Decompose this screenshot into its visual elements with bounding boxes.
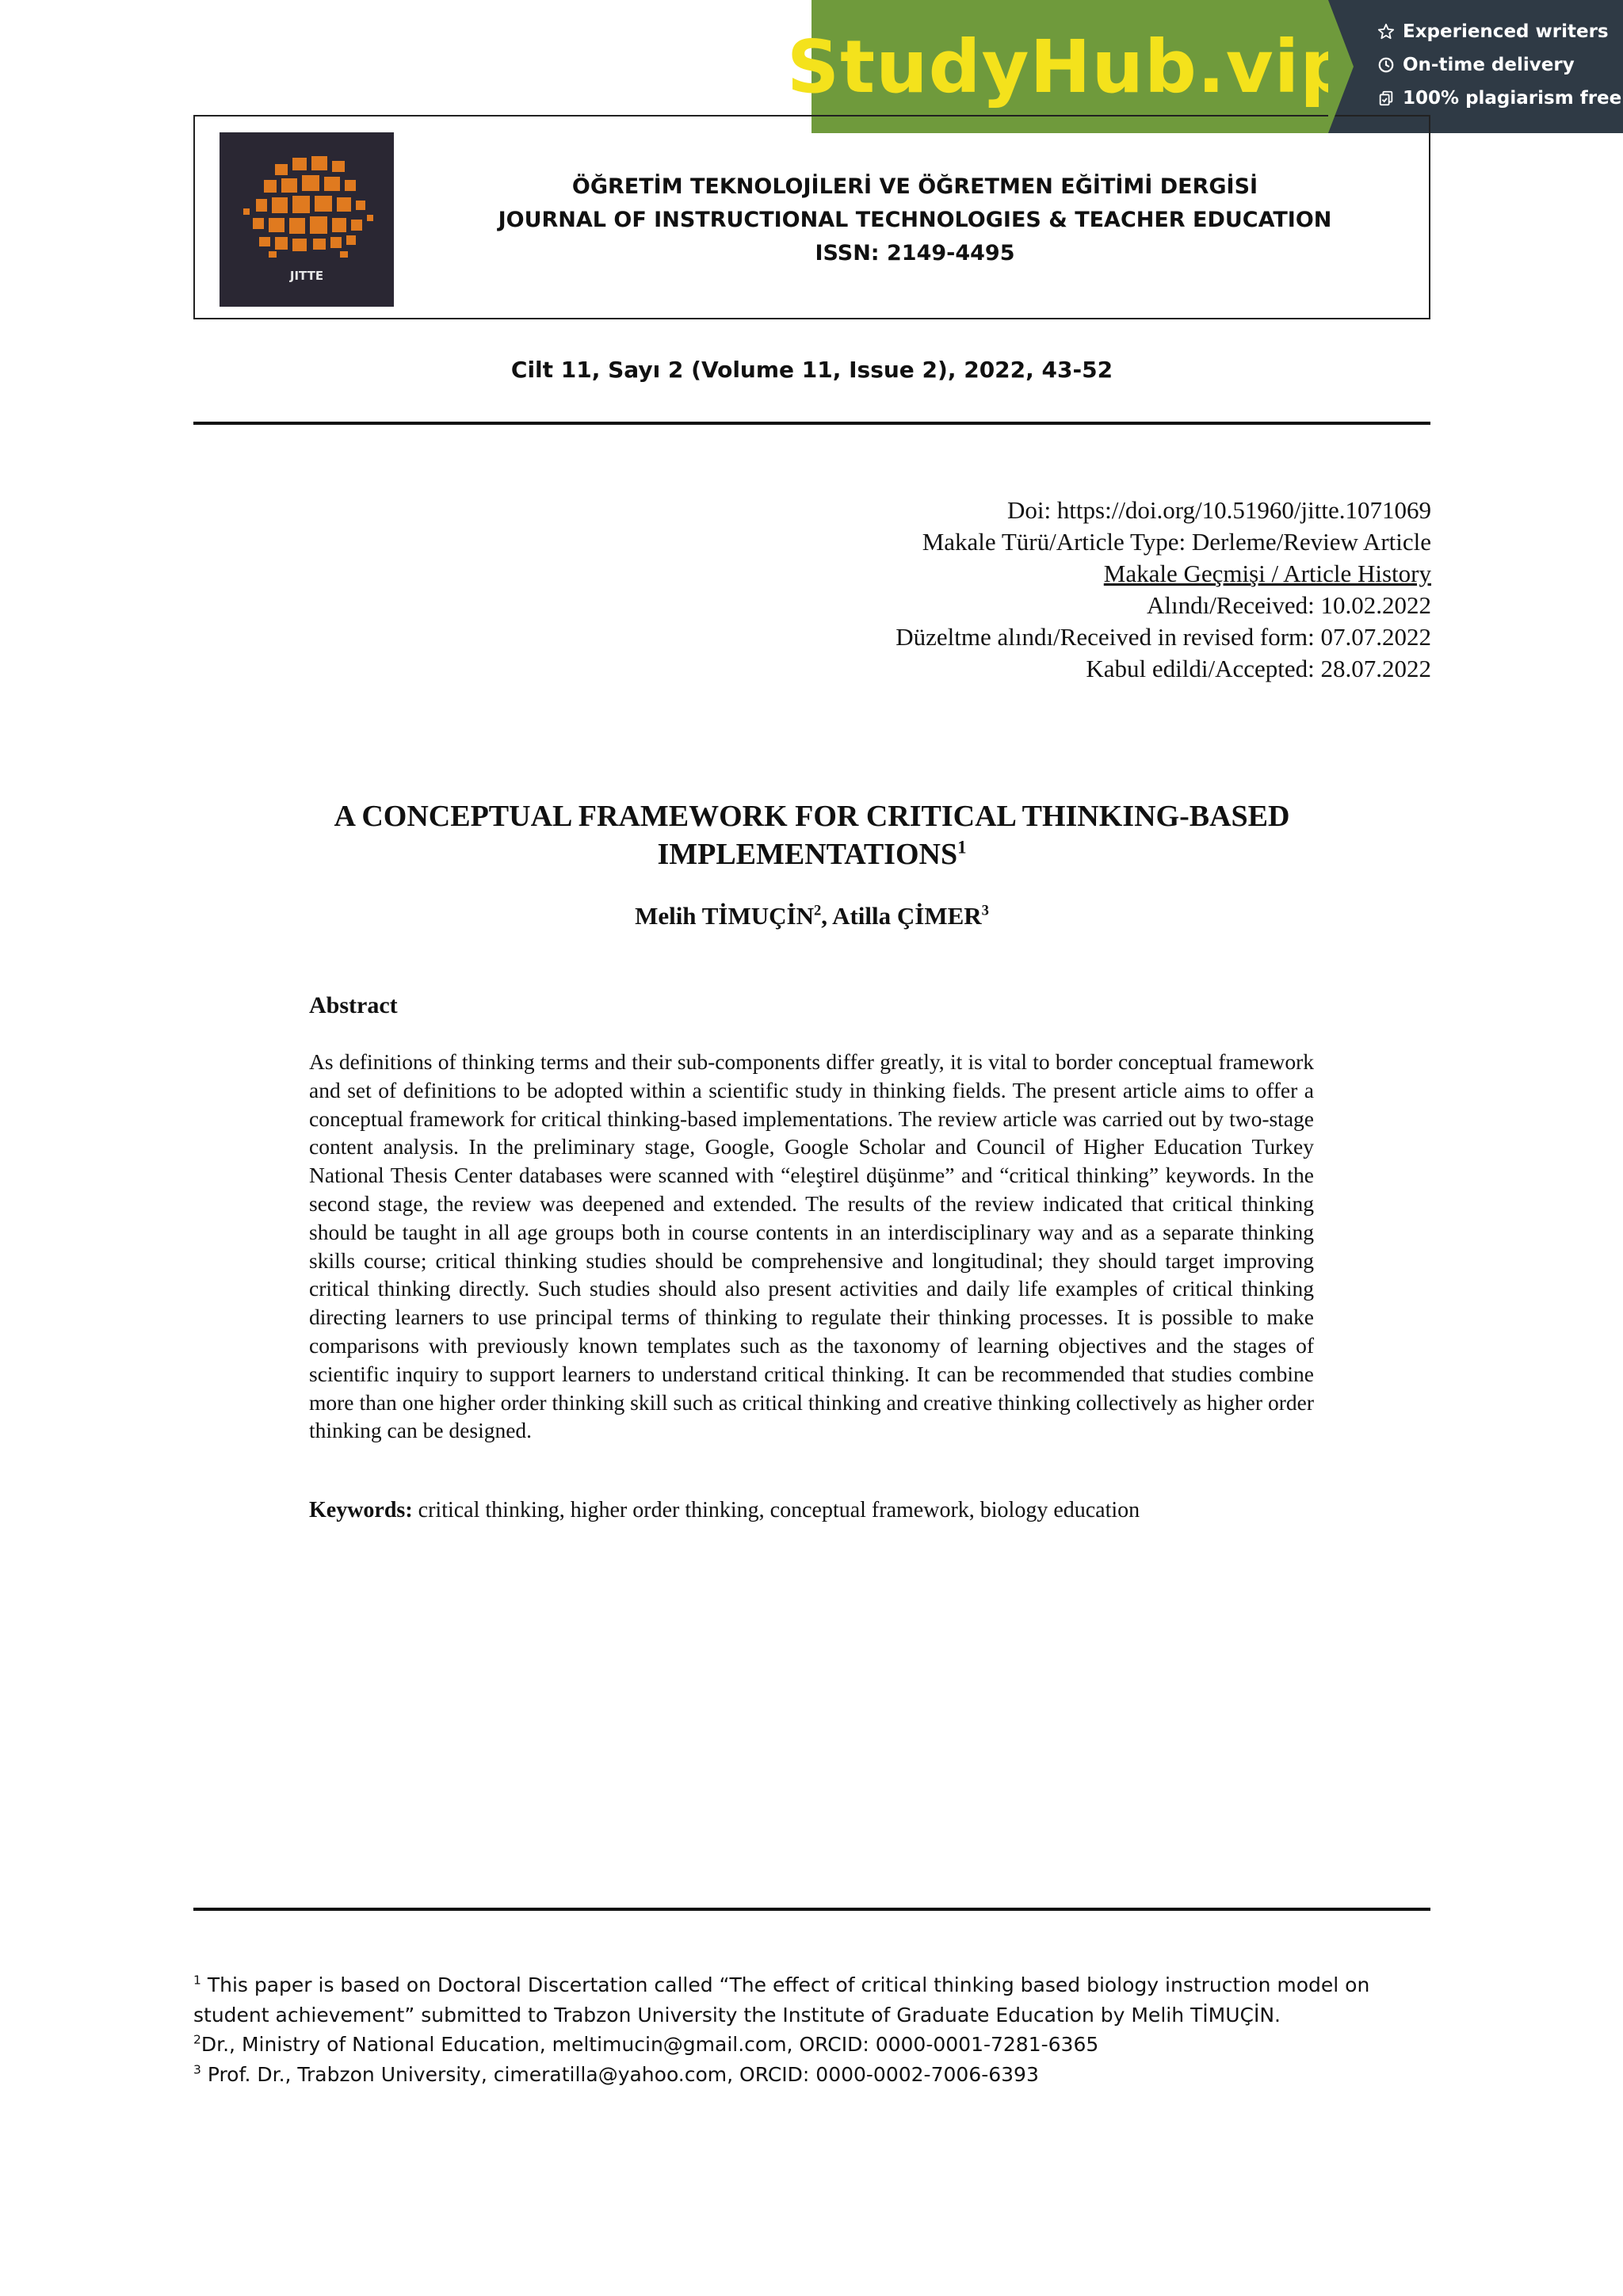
title-footnote-ref: 1 [957, 837, 967, 858]
journal-name-tr: ÖĞRETİM TEKNOLOJİLERİ VE ÖĞRETMEN EĞİTİMİ DERGİSİ [571, 174, 1258, 199]
keywords-list: critical thinking, higher order thinking, conceptual framework, biology education [412, 1498, 1140, 1522]
journal-name-en: JOURNAL OF INSTRUCTIONAL TECHNOLOGIES & TEACHER EDUCATION [498, 208, 1332, 232]
banner-features [1328, 0, 1623, 133]
abstract-heading: Abstract [309, 992, 398, 1018]
footnote-number: 1 [193, 1973, 201, 1988]
banner-feature-label: Experienced writers [1403, 21, 1609, 42]
author-separator: , [821, 902, 833, 930]
title-line-2 [193, 835, 1430, 873]
revised-date: Düzeltme alındı/Received in revised form: 07.07.2022 [896, 623, 1431, 651]
keywords [309, 1498, 1314, 1523]
banner-feature-label: On-time delivery [1403, 55, 1575, 75]
banner-feature-plagiarism [1377, 86, 1623, 111]
banner-feature-delivery [1377, 52, 1623, 78]
footnote-number: 3 [193, 2062, 201, 2077]
banner-brand-area[interactable] [786, 0, 1354, 133]
journal-logo [220, 132, 394, 307]
authors [193, 902, 1430, 930]
footnote-divider [193, 1908, 1430, 1911]
author-1-footnote-ref: 2 [813, 902, 822, 919]
journal-title-block [401, 170, 1429, 270]
article-type: Makale Türü/Article Type: Derleme/Review Article [922, 528, 1431, 556]
keywords-label: Keywords: [309, 1498, 413, 1522]
footnote-2 [193, 2030, 1430, 2060]
footnote-number: 2 [193, 2032, 201, 2047]
abstract-text: As definitions of thinking terms and their sub-components differ greatly, it is vital to border conceptual framework and set of definitions to be adopted within a scientific study in thinking fields. The present article aims to offer a conceptual framework for critical thinking-based implementations. The review article was carried out by two-stage content analysis. In the preliminary stage, Google, Google Scholar and Council of Higher Education Turkey National Thesis Center databases were scanned with “eleştirel düşünme” and “critical thinking” keywords. In the second stage, the review was deepened and extended. The results of the review indicated that critical thinking should be taught in all age groups both in course contents in an interdisciplinary way and as a separate thinking skills course; critical thinking studies should be comprehensive and longitudinal; they should target improving critical thinking directly. Such studies should also present activities and daily life examples of critical thinking directing learners to use principal terms of thinking to regulate their thinking processes. It is possible to make comparisons with previously known templates such as the taxonomy of learning objectives and the stages of scientific inquiry to support learners to understand critical thinking. It can be recommended that studies combine more than one higher order thinking skill such as critical thinking and creative thinking collectively as higher order thinking can be designed. [309, 1049, 1314, 1443]
banner-feature-writers [1377, 19, 1623, 44]
star-outline-icon [1377, 23, 1395, 40]
logo-text: JITTE [289, 269, 324, 283]
footnote-text: Prof. Dr., Trabzon University, cimeratilla@yahoo.com, ORCID: 0000-0002-7006-6393 [200, 2062, 1039, 2086]
author-2: Atilla ÇİMER [832, 902, 982, 930]
article-history-label: Makale Geçmişi / Article History [1103, 560, 1431, 587]
banner-feature-label: 100% plagiarism free [1403, 88, 1622, 109]
accepted-date: Kabul edildi/Accepted: 28.07.2022 [1086, 655, 1431, 682]
footnote-3 [193, 2060, 1430, 2090]
article-title [193, 797, 1430, 873]
received-date: Alındı/Received: 10.02.2022 [1146, 591, 1431, 619]
footnote-text: Dr., Ministry of National Education, meltimucin@gmail.com, ORCID: 0000-0001-7281-6365 [200, 2033, 1099, 2056]
author-1: Melih TİMUÇİN [635, 902, 814, 930]
footnotes [193, 1970, 1430, 2089]
doi[interactable]: Doi: https://doi.org/10.51960/jitte.1071069 [1006, 496, 1431, 524]
journal-header [193, 115, 1430, 319]
journal-issn: ISSN: 2149-4495 [815, 241, 1015, 266]
issue-info: Cilt 11, Sayı 2 (Volume 11, Issue 2), 2022, 43-52 [510, 357, 1113, 383]
footnote-text: This paper is based on Doctoral Discertation called “The effect of critical thinking based biology instruction model on student achievement” submitted to Trabzon University the Institute of Graduate Education by Melih TİMUÇİN. [193, 1973, 1370, 2027]
clock-icon [1377, 56, 1395, 74]
studyhub-banner[interactable] [786, 0, 1623, 133]
title-line-1: A CONCEPTUAL FRAMEWORK FOR CRITICAL THINKING-BASED [334, 800, 1290, 833]
title-line-2-text: IMPLEMENTATIONS [657, 838, 958, 871]
banner-brand[interactable]: StudyHub.vip [786, 24, 1354, 109]
copy-document-icon [1377, 90, 1395, 107]
article-metadata [896, 495, 1431, 685]
top-divider [193, 422, 1430, 425]
author-2-footnote-ref: 3 [981, 902, 989, 919]
footnote-1 [193, 1970, 1430, 2030]
